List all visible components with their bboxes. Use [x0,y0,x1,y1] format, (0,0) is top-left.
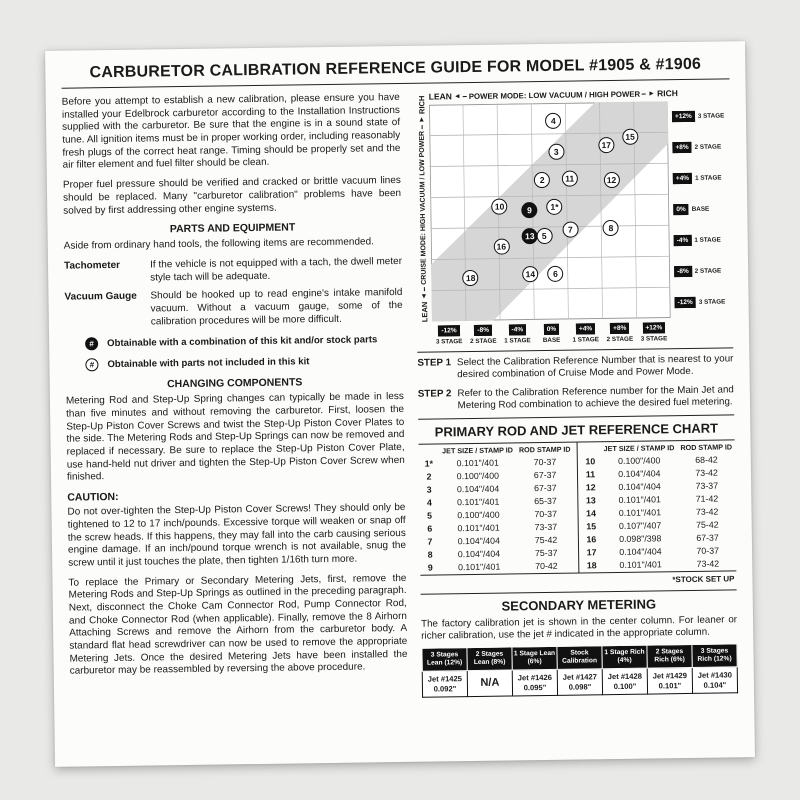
rod-stamp-cell: 73-42 [695,467,718,478]
power-axis-title: POWER MODE: LOW VACUUM / HIGH POWER [468,89,641,101]
rod-stamp-cell: 73-37 [695,480,719,491]
cruise-stage-label [674,255,732,287]
jet-size-cell: 0.104"/404 [457,548,501,560]
tachometer-item [64,256,402,286]
power-stage-labels [432,322,671,345]
chart-marker-14: 14 [522,266,538,282]
cruise-axis-title: CRUISE MODE: HIGH VACUUM / LOW POWER [418,130,428,285]
jet-size-cell: 0.104"/404 [619,546,662,557]
legend-not-included-text: Obtainable with parts not included in this kit [107,356,310,371]
jet-size-cell: 0.107"/407 [618,520,662,531]
chart-marker-12: 12 [603,172,619,188]
chart-marker-8: 8 [603,220,619,236]
ref-number-cell: 2 [426,471,432,482]
step-2 [418,384,734,413]
primary-table-right-half [577,440,736,572]
jet-size-cell: 0.100"/400 [456,470,500,482]
axis-line [463,96,467,97]
chart-marker-17: 17 [598,137,614,153]
percent-tag: +4% [576,323,595,334]
calibration-reference-chart [414,87,734,346]
step-1-text: Select the Calibration Reference Number that is nearest to your desired combination of Cruise Mode and Power Mode. [456,353,734,381]
cruise-axis-rich-label: RICH [416,95,426,114]
power-stage-label [500,324,534,345]
rod-stamp-cell: 67-37 [533,469,557,481]
legend-item-kit-parts [85,333,403,350]
vacuum-gauge-item [64,287,402,330]
jet-size-cell: 0.098"/398 [619,533,662,544]
chart-marker-13: 13 [522,229,538,245]
chart-marker-15: 15 [622,128,638,144]
rod-stamp-cell: 73-42 [696,558,720,569]
cruise-stage-label [673,193,731,225]
arrow-right-icon: ► [648,89,656,98]
step-1 [417,353,733,382]
jet-size-cell: 0.101"/401 [619,559,662,570]
jet-size-cell: 0.100"/400 [617,455,661,466]
rod-stamp-cell: 75-42 [696,519,719,530]
ref-number-cell: 11 [585,469,596,480]
stage-text: BASE [542,336,561,345]
stage-text: BASE [691,205,710,213]
secondary-jet-cell: Jet #1426 0.095" [512,670,557,697]
percent-tag: 0% [673,204,689,215]
jet-size-cell: 0.101"/401 [457,522,500,534]
caution-heading: CAUTION: [67,491,119,504]
chart-plot-area [429,101,671,321]
step-1-label: STEP 1 [417,357,452,369]
rod-stamp-cell: 73-37 [534,521,558,533]
jet-size-cell: 0.100"/400 [457,509,500,521]
primary-rod-jet-table [419,439,737,575]
primary-chart-heading: PRIMARY ROD AND JET REFERENCE CHART [434,420,719,440]
rod-stamp-cell: 70-37 [533,456,557,468]
ref-number-cell: 18 [586,560,597,571]
chart-marker-11: 11 [562,170,578,186]
ref-number-cell: 15 [586,521,597,532]
legend-kit-parts-text: Obtainable with a combination of this kit and/or stock parts [107,334,378,350]
divider [421,589,737,594]
percent-tag: -4% [508,324,526,335]
jet-size-cell: 0.101"/401 [456,457,499,469]
secondary-metering-intro: The factory calibration jet is shown in the center column. For leaner or richer calibration, use the jet # indicated in the appropriate column. [420,614,738,642]
ref-number-cell: 12 [585,482,596,493]
percent-tag: -12% [438,325,459,336]
stage-text: 1 STAGE [695,174,722,182]
caution-paragraph: Do not over-tighten the Step-Up Piston Cover Screws! They should only be tightened to 12 to 17 inch/pounds. Excessive torque will weaken or snap off the screw heads. If this happens, they may fall into the carb causing serious engine damage. If an inch/pound torque wrench is not available, snug the screw until it just touches the plate, then tighten 1/16th turn more. [67,502,407,569]
stage-text: 3 STAGE [640,335,668,343]
ref-number-cell: 17 [586,547,597,558]
ref-number-header [580,442,600,455]
ref-number-cell: 13 [585,495,596,506]
secondary-metering-heading: SECONDARY METERING [501,596,657,614]
chart-marker-4: 4 [545,113,561,129]
percent-tag: -4% [674,235,692,246]
step-2-label: STEP 2 [417,387,452,400]
power-stage-label [466,325,500,346]
axis-line [642,93,646,94]
divider [418,414,734,419]
jet-size-cell: 0.101"/401 [618,494,661,505]
step-2-text: Refer to the Calibration Reference number for the Main Jet and Metering Rod combination to achieve the desired fuel metering. [457,383,734,412]
power-mode-axis [428,88,678,102]
axis-line [423,286,424,290]
percent-tag: +4% [673,173,692,184]
secondary-metering-table [421,644,738,698]
rod-stamp-cell: 70-37 [534,508,557,520]
jet-size-cell: 0.101"/401 [457,561,501,573]
cruise-stage-labels [668,100,733,318]
jet-replacement-paragraph: To replace the Primary or Secondary Metering Jets, first, remove the Metering Rods and Step-Up Springs as outlined in the preceding paragraph. Next, disconnect the Choke Cam Connector Rod, Pump Connector Rod, and Choke Connector Rod (when applicable). Finally, remove the 8 Airhorn Attaching Screws and remove the Airhorn from the carburetor body. A standard flat head screwdriver can now be used to remove the appropriate Metering Jets. Once the desired Metering Jets have been installed the carburetor may be reassembled by reversing the above procedure. [68,572,408,678]
chart-marker-9: 9 [521,202,537,218]
secondary-jet-cell: Jet #1425 0.092" [422,671,467,698]
ref-number-cell: 8 [427,549,433,560]
outline-circle-icon: # [85,359,98,372]
ref-number-cell: 16 [586,534,597,545]
secondary-jet-cell: Jet #1427 0.098" [557,669,602,696]
ref-number-cell: 7 [427,536,433,547]
ref-number-header [419,445,439,458]
power-stage-label [534,324,568,345]
left-column [62,92,408,703]
rod-stamp-cell: 67-37 [533,482,557,494]
secondary-column-header: 3 Stages Rich (12%) [692,644,737,668]
ref-number-cell: 5 [427,510,433,521]
right-column [414,87,738,698]
ref-number-cell: 9 [427,562,433,573]
rod-stamp-header: ROD STAMP ID [680,442,733,453]
legend-item-not-included [85,354,403,371]
jet-size-header: JET SIZE / STAMP ID [603,443,675,454]
percent-tag: -8% [674,266,692,277]
rod-stamp-cell: 73-42 [695,506,719,517]
cruise-stage-label [674,224,732,256]
chart-marker-7: 7 [562,221,578,237]
stage-text: 2 STAGE [694,267,722,275]
jet-size-cell: 0.104"/404 [618,481,661,492]
parts-equipment-heading: PARTS AND EQUIPMENT [169,221,296,236]
jet-size-cell: 0.104"/404 [618,468,661,479]
page-title: CARBURETOR CALIBRATION REFERENCE GUIDE FOR MODEL #1905 & #1906 [61,55,729,88]
primary-table-row [420,559,575,574]
arrow-left-icon: ◄ [453,92,461,100]
filled-circle-icon: # [85,338,98,351]
rod-stamp-cell: 67-37 [696,532,719,543]
rod-stamp-cell: 68-42 [695,454,718,465]
axis-line [421,124,422,128]
ref-number-cell: 4 [426,497,432,508]
intro-paragraph-2: Proper fuel pressure should be verified and cracked or brittle vacuum lines should be replaced. Many "carburetor calibration" problems have been solved by first addressing other engine systems. [62,175,402,217]
percent-tag: -12% [675,297,696,308]
percent-tag: +12% [642,322,665,333]
stage-text: 3 STAGE [697,112,725,120]
rod-stamp-cell: 71-42 [695,493,719,504]
power-axis-rich-label: RICH [657,88,678,99]
chart-marker-10: 10 [491,199,507,215]
arrow-right-icon: ► [417,115,426,123]
stage-text: 1 STAGE [504,337,531,345]
secondary-column-header: 2 Stages Lean (8%) [467,647,512,671]
tachometer-term: Tachometer [63,259,121,272]
cruise-stage-label [673,162,731,194]
jet-size-header: JET SIZE / STAMP ID [442,445,514,456]
changing-components-paragraph: Metering Rod and Step-Up Spring changes can typically be made in less than five minutes and without removing the carburetor. First, loosen the Step-Up Piston Cover Screws and twist the Step-Up Piston Cover Plates to the side. The Metering Rods and Step-Up Springs can now be removed and replaced if necessary. Be sure to replace the Step-Up Piston Cover Plate, use hand-held nut driver and tighten the Step-Up Piston Cover Screw when finished. [65,391,405,484]
secondary-column-header: 2 Stages Rich (6%) [647,645,692,669]
percent-tag: +8% [672,142,691,153]
stage-text: 2 STAGE [470,337,497,346]
secondary-jet-cell: Jet #1430 0.104" [692,667,737,694]
ref-number-cell: 3 [426,484,432,495]
stage-text: 3 STAGE [698,298,726,306]
primary-table-row [582,557,737,572]
stock-setup-footnote: *STOCK SET UP [672,574,735,585]
cruise-stage-label [672,131,730,163]
stage-text: 2 STAGE [606,335,634,344]
document-sheet [45,41,755,767]
power-stage-label [637,322,671,343]
chart-marker-16: 16 [493,239,509,255]
power-stage-label [432,325,466,346]
secondary-column-header: Stock Calibration [557,646,602,670]
chart-marker-18: 18 [463,269,479,285]
chart-marker-2: 2 [534,172,550,188]
ref-number-cell: 1* [424,458,434,469]
ref-number-cell: 14 [586,508,597,519]
secondary-column-header: 3 Stages Lean (12%) [422,648,467,672]
chart-marker-1: 1* [546,199,562,215]
chart-marker-3: 3 [548,143,564,159]
stage-text: 2 STAGE [694,143,722,151]
power-stage-label [603,323,637,344]
ref-number-cell: 6 [427,523,433,534]
parts-equipment-intro: Aside from ordinary hand tools, the following items are recommended. [63,236,374,252]
power-axis-lean-label: LEAN [428,91,452,102]
cruise-axis-lean-label: LEAN [419,301,429,322]
cruise-stage-label [674,286,732,318]
changing-components-heading: CHANGING COMPONENTS [166,376,303,391]
ref-number-cell: 10 [585,456,596,467]
secondary-table-value-row [422,667,737,697]
primary-table-left-half [419,443,579,575]
arrow-left-icon: ◄ [420,292,428,300]
power-stage-label [568,323,602,344]
chart-marker-6: 6 [547,266,563,282]
rod-stamp-cell: 70-42 [535,560,558,572]
vacuum-gauge-description: Should be hooked up to read engine's intake manifold vacuum. Without a vacuum gauge, some of the calibration procedures will be more difficult. [150,287,403,328]
rod-stamp-cell: 75-37 [534,547,558,559]
stage-text: 3 STAGE [435,338,463,346]
intro-paragraph-1: Before you attempt to establish a new calibration, please ensure you have installed your Edelbrock carburetor according to the Installation Instructions supplied with the carburetor. Be sure that the engine is in a sound state of tune. All ignition items must be in proper working order, including reasonably fresh plugs of the correct heat range. Timing should be properly set and the air filter element and fuel filter should be clean. [61,91,401,172]
rod-stamp-cell: 75-42 [534,534,558,546]
secondary-column-header: 1 Stage Lean (6%) [512,647,557,671]
divider [417,347,733,352]
two-column-layout [62,87,738,703]
tachometer-description: If the vehicle is not equipped with a tach, the dwell meter style tach will be adequate. [149,255,403,284]
jet-size-cell: 0.104"/404 [456,483,500,495]
percent-tag: +12% [672,111,695,122]
secondary-column-header: 1 Stage Rich (4%) [602,645,647,669]
jet-size-cell: 0.101"/401 [457,496,500,508]
percent-tag: 0% [544,324,560,335]
vacuum-gauge-term: Vacuum Gauge [64,290,137,303]
secondary-jet-cell: Jet #1428 0.100" [602,668,647,695]
stage-text: 1 STAGE [572,336,600,344]
cruise-stage-label [672,100,730,132]
secondary-jet-cell: Jet #1429 0.101" [647,668,692,695]
rod-stamp-cell: 65-37 [534,495,557,507]
jet-size-cell: 0.101"/401 [618,507,662,518]
chart-marker-5: 5 [536,228,552,244]
jet-size-cell: 0.104"/404 [457,535,501,547]
percent-tag: +8% [610,323,629,334]
percent-tag: -8% [474,325,492,336]
secondary-jet-cell: N/A [467,670,512,697]
stage-text: 1 STAGE [694,236,721,244]
rod-stamp-cell: 70-37 [696,545,720,556]
rod-stamp-header: ROD STAMP ID [518,444,571,455]
